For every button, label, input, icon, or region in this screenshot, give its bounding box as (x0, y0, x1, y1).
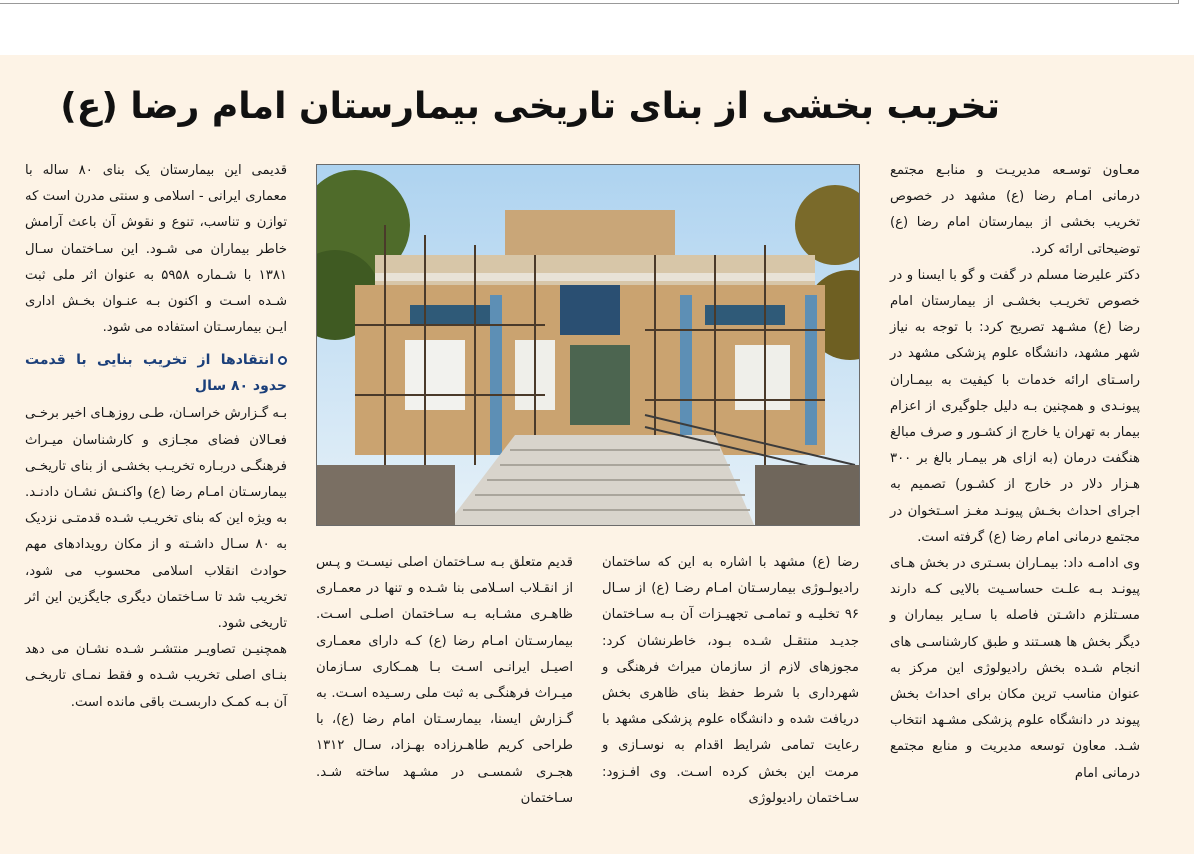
column-4-paragraph: قدیمی این بیمارستان یک بنای ۸۰ ساله با معماری ایرانی - اسلامی و سنتی مدرن است که توازن و تناسب، تنوع و نقوش آن باعث آرامش خاطر بیماران می شـود. این سـاختمان سـال ۱۳۸۱ با شـماره ۵۹۵۸ به عنوان اثر ملی ثبت شـده اسـت و اکنون بـه عنـوان بخـش اداری ایـن بیمارسـتان استفاده می شود. (25, 163, 288, 336)
subheading-text: انتقادها از تخریب بنایی با قدمت حدود ۸۰ سال (25, 352, 287, 395)
column-2-paragraph: رضا (ع) مشهد با اشاره به این که ساختمان رادیولـوژی بیمارسـتان امـام رضـا (ع) از سـال ۹۶ تخلیـه و تمامـی تجهیـزات آن بـه سـاختمان جدیـد منتقـل شـده بـود، خاطرنشان کرد: مجوزهای لازم از سازمان میراث فرهنگی و شهرداری با شرط حفظ بنای ظاهری بخش دریافت شده و دانشگاه علوم پزشکی مشهد با رعایت تمامی شرایط اقدام به نوسـازی و مرمت این بخش کرده اسـت. وی افـزود: سـاختمان رادیولوژی (602, 555, 859, 806)
hospital-building-photo (316, 164, 860, 526)
column-4-paragraph: بـه گـزارش خراسـان، طـی روزهـای اخیر برخـی فعـالان فضای مجـازی و کارشناسان میـراث فرهنگـی دربـاره تخریـب بخشـی از بنای تاریخـی بیمارسـتان امـام رضا (ع) واکنـش نشـان دادنـد. به ویژه این که بنای تخریـب شـده قدمتـی نزدیک به ۸۰ سـال داشـته و از مکان رویدادهای مهم حوادث انقلاب اسلامی محسوب می شود، تخریب شد تا سـاختمان دیگری جایگزین این اثر تاریخی شود. (25, 406, 287, 632)
column-3 (316, 550, 573, 812)
hospital-facade-image (316, 165, 859, 526)
column-1-paragraph: دکتر علیرضا مسلم در گفت و گو با ایسنا و در خصوص تخریـب بخشـی از بیمارستان امام رضا (ع) مشـهد تصریح کرد: با توجه به نیاز شهر مشهد، دانشگاه علوم پزشکی مشهد در راسـتای ارائه خدمات با کیفیت به بیمـاران پیونـدی و همچنین بـه دلیل جلوگیری از اعزام بیمار به تهران یا خارج از کشـور و صرف مبالغ هنگفت درمان (به ازای هر بیمـار بالغ بر ۳۰۰ هـزار دلار در خارج از کشـور) تصمیم به اجرای احداث بخـش پیونـد مغـز اسـتخوان در مجتمع درمانی امام رضا (ع) گرفته است. (890, 267, 1140, 545)
previous-page-edge (0, 0, 1179, 4)
bullet-icon (278, 356, 287, 365)
column-2 (602, 550, 859, 812)
column-1 (890, 158, 1140, 787)
article-headline: تخریب بخشی از بنای تاریخی بیمارستان امام رضا (ع) (60, 86, 1000, 127)
column-1-paragraph: معـاون توسـعه مدیریـت و منابـع مجتمع درمانی امـام رضا (ع) مشهد در خصوص تخریب بخشی از بیمارستان امام رضا (ع) توضیحاتی ارائه کرد. (890, 163, 1140, 257)
column-4 (25, 158, 287, 716)
column-1-paragraph: وی ادامـه داد: بیمـاران بسـتری در بخش هـای پیونـد بـه علـت حساسـیت بالایی کـه دارند مسـتلزم داشـتن فاصله با سـایر بیماران و دیگر بخش ها هسـتند و طبق کارشناسـی های انجام شـده بخش رادیولوژی این مرکز به عنوان مناسب ترین مکان برای احداث بخش پیوند در دانشگاه علوم پزشکی مشـهد انتخاب شـد. معاون توسعه مدیریت و منابع مجتمع درمانی امام (890, 556, 1140, 781)
section-subheading (25, 347, 287, 399)
column-3-paragraph: قدیم متعلق بـه سـاختمان اصلی نیسـت و پـس از انقـلاب اسـلامی بنا شـده و تنها در معمـاری ظاهـری مشـابه بـه سـاختمان اصلـی اسـت. بیمارسـتان امـام رضا (ع) کـه دارای معمـاری اصیـل ایرانـی اسـت بـا همـکاری سـازمان میـراث فرهنگـی به ثبت ملی رسـیده اسـت. به گـزارش ایسنا، بیمارسـتان امام رضا (ع)، با طراحی کریم طاهـرزاده بهـزاد، سـال ۱۳۱۲ هجـری شمسـی در مشـهد ساخته شـد. سـاختمان (316, 555, 573, 806)
column-4-paragraph: همچنیـن تصاویـر منتشـر شـده نشـان می دهد بنـای اصلی تخریب شـده و فقط نمـای تاریخـی آن بـه کمـک داربسـت باقی مانده است. (25, 642, 287, 710)
